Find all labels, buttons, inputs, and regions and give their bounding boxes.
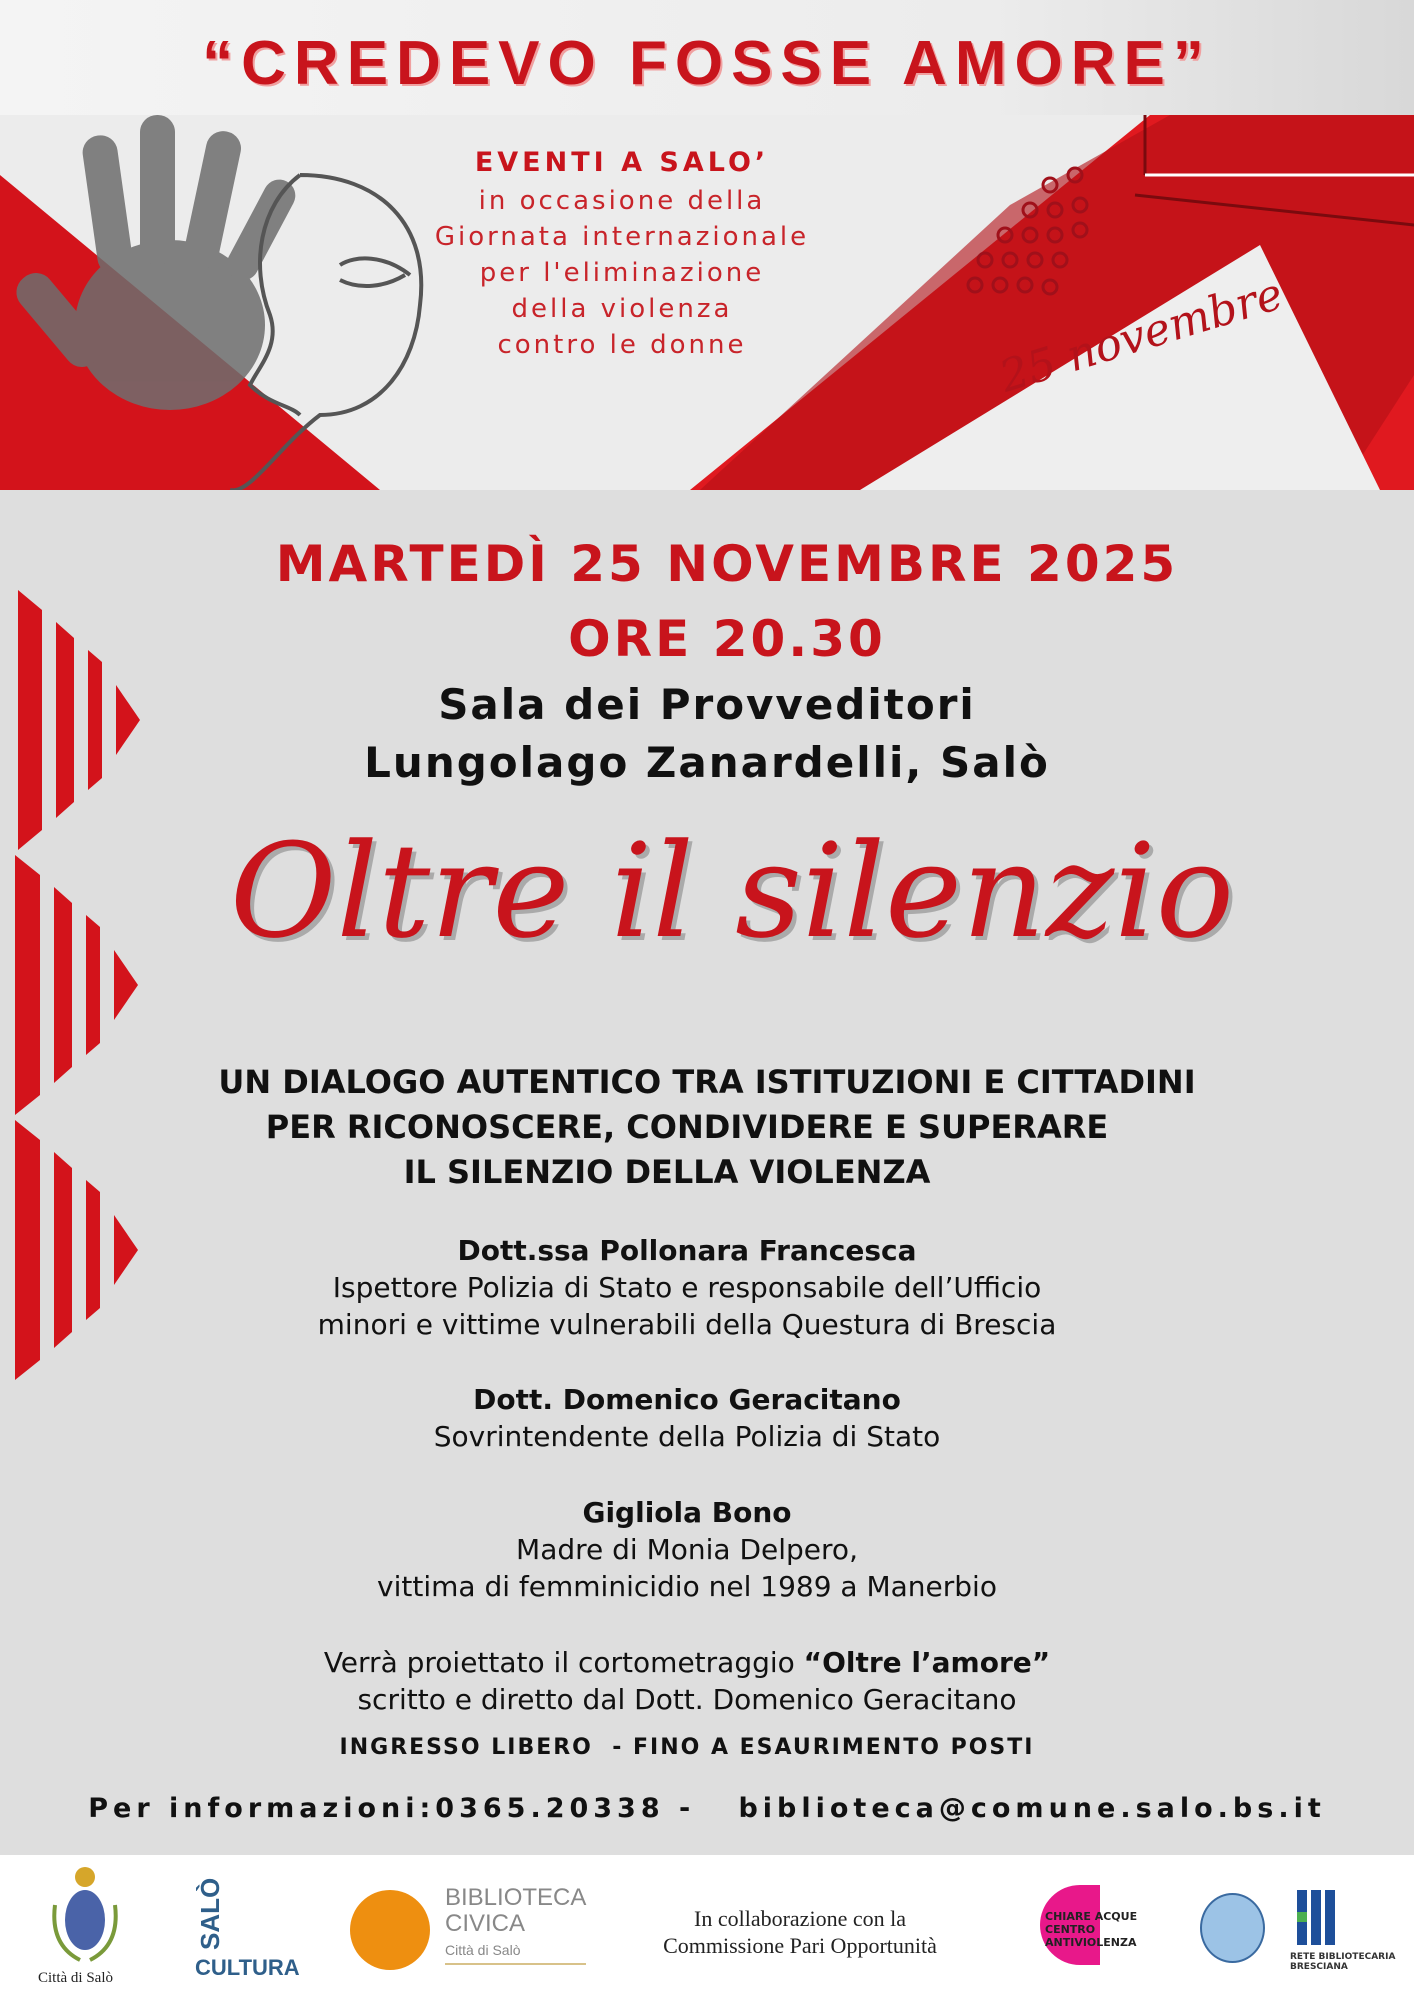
sistema-bibliotecario-logo-icon	[1200, 1893, 1265, 1963]
rete-bibliotecaria-logo-icon	[1295, 1890, 1340, 1950]
description-line: IL SILENZIO DELLA VIOLENZA	[403, 1153, 931, 1191]
description-line: UN DIALOGO AUTENTICO TRA ISTITUZIONI E CITTADINI	[218, 1063, 1196, 1101]
film-title: “Oltre l’amore”	[803, 1646, 1051, 1679]
rete-line: RETE BIBLIOTECARIA	[1290, 1952, 1396, 1962]
event-address: Lungolago Zanardelli, Salò	[364, 738, 1050, 787]
date-script: 25 novembre	[993, 268, 1289, 403]
occasion-line: in occasione della	[478, 186, 766, 216]
speaker-role: vittima di femminicidio nel 1989 a Manerbio	[377, 1570, 997, 1603]
biblioteca-logo-icon	[350, 1890, 430, 1970]
speaker-role: Ispettore Polizia di Stato e responsabile dell’Ufficio	[332, 1271, 1042, 1304]
speaker-name: Gigliola Bono	[582, 1496, 792, 1529]
speaker-role: Madre di Monia Delpero,	[516, 1533, 858, 1566]
city-label: Città di Salò	[38, 1970, 113, 1986]
screening-prefix: Verrà proiettato il cortometraggio	[323, 1646, 804, 1679]
occasion-line: Giornata internazionale	[434, 222, 810, 252]
collab-line: Commissione Pari Opportunità	[663, 1933, 937, 1958]
biblioteca-name	[445, 1885, 586, 1965]
event-name: Oltre il silenzio	[229, 815, 1235, 967]
speaker-role: minori e vittime vulnerabili della Questura di Brescia	[317, 1308, 1057, 1341]
screening-line	[0, 1644, 1394, 1681]
event-time: ORE 20.30	[568, 610, 886, 668]
event-heading: EVENTI A SALO’	[474, 147, 770, 178]
biblioteca-line: Città di Salò	[445, 1937, 586, 1965]
contact-phone[interactable]: 0365.20338	[435, 1793, 665, 1824]
rete-line: BRESCIANA	[1290, 1962, 1348, 1972]
centro-line: ANTIVIOLENZA	[1045, 1936, 1137, 1949]
collab-line: In collaborazione con la	[694, 1906, 906, 1931]
occasion-line: della violenza	[511, 294, 733, 324]
centro-line: CENTRO	[1045, 1923, 1096, 1936]
speaker-role: Sovrintendente della Polizia di Stato	[433, 1420, 941, 1453]
speaker-name: Dott.ssa Pollonara Francesca	[457, 1234, 917, 1267]
screening-line2: scritto e diretto dal Dott. Domenico Geracitano	[357, 1683, 1017, 1716]
contact-email[interactable]: biblioteca@comune.salo.bs.it	[738, 1793, 1326, 1824]
city-coat-of-arms-icon	[40, 1865, 130, 1965]
event-venue: Sala dei Provveditori	[438, 680, 976, 729]
centro-line: CHIARE ACQUE	[1045, 1910, 1138, 1923]
separator: -	[664, 1793, 710, 1824]
contact-label: Per informazioni:	[88, 1793, 436, 1824]
footer-logos	[0, 1855, 1414, 2000]
admission-note: INGRESSO LIBERO - FINO A ESAURIMENTO POSTI	[339, 1735, 1035, 1760]
header-graphic	[0, 115, 1414, 490]
salo-text: SALÒ	[195, 1877, 225, 1950]
description-line: PER RICONOSCERE, CONDIVIDERE E SUPERARE	[265, 1108, 1109, 1146]
contact-line	[0, 1793, 1414, 1824]
occasion-line: contro le donne	[497, 330, 747, 360]
biblioteca-line: BIBLIOTECA	[445, 1884, 587, 1911]
occasion-line: per l'eliminazione	[479, 258, 765, 288]
speaker-name: Dott. Domenico Geracitano	[473, 1383, 901, 1416]
event-date: MARTEDÌ 25 NOVEMBRE 2025	[275, 535, 1179, 593]
poster-title: “CREDEVO FOSSE AMORE”	[202, 29, 1212, 98]
cultura-text: CULTURA	[195, 1955, 300, 1980]
biblioteca-line: CIVICA	[445, 1910, 526, 1937]
centro-name	[1045, 1910, 1137, 1949]
